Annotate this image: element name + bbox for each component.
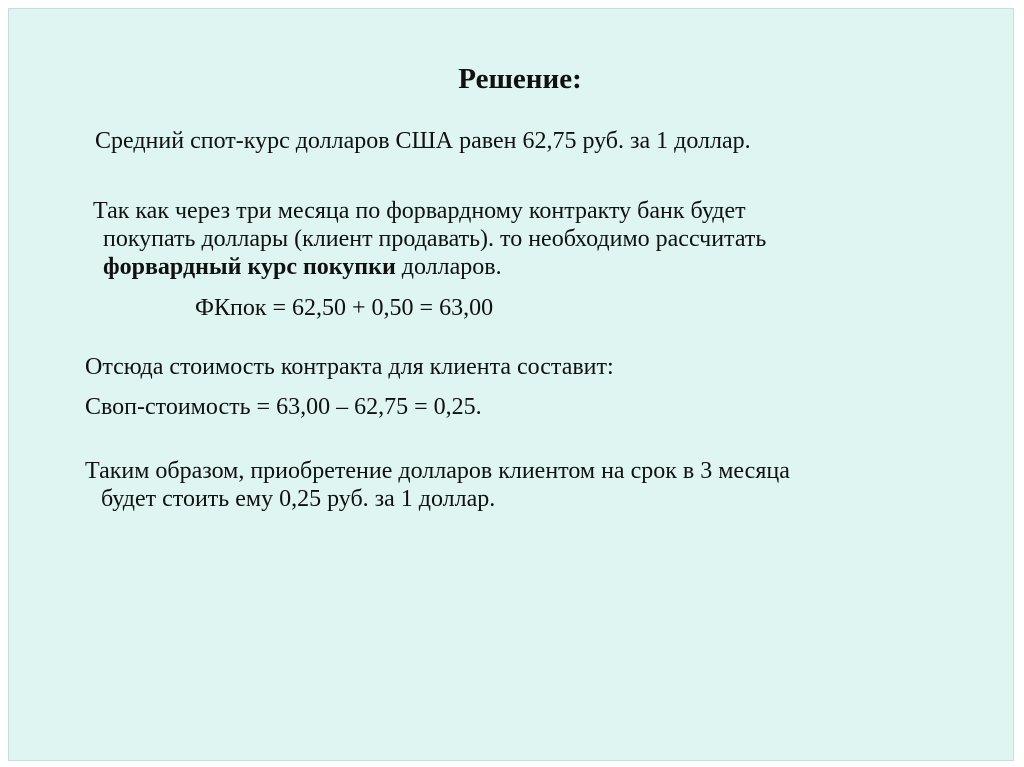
paragraph-conclusion-line2: будет стоить ему 0,25 руб. за 1 доллар. — [101, 486, 496, 512]
bold-term: форвардный курс покупки — [103, 254, 396, 280]
paragraph-contract-cost: Отсюда стоимость контракта для клиента составит: — [85, 354, 614, 380]
paragraph-spot-rate: Средний спот-курс долларов США равен 62,75 руб. за 1 доллар. — [95, 128, 751, 154]
paragraph-forward-line3 — [103, 253, 502, 281]
paragraph-forward-line2: покупать доллары (клиент продавать). то необходимо рассчитать — [103, 226, 767, 252]
swap-cost-formula: Своп-стоимость = 63,00 – 62,75 = 0,25. — [85, 394, 482, 420]
slide — [8, 8, 1014, 761]
paragraph-conclusion-line1: Таким образом, приобретение долларов клиентом на срок в 3 месяца — [85, 458, 790, 484]
paragraph-forward-line3-rest: долларов. — [395, 254, 502, 280]
slide-title: Решение: — [458, 63, 582, 95]
paragraph-forward-line1: Так как через три месяца по форвардному контракту банк будет — [93, 198, 746, 224]
forward-rate-formula: ФКпок = 62,50 + 0,50 = 63,00 — [195, 295, 494, 321]
